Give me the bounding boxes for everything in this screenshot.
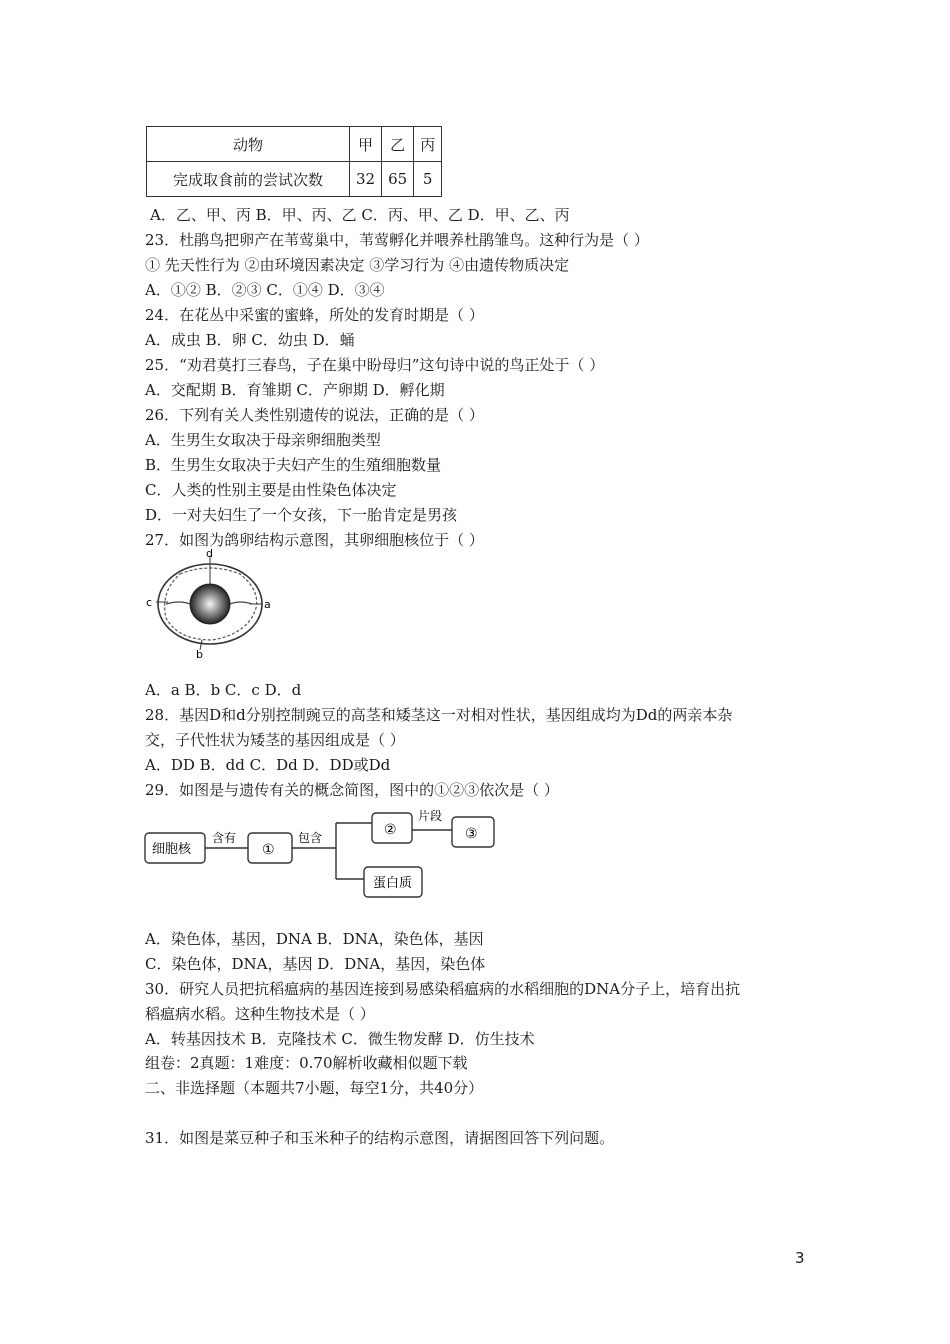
section-heading: 二、非选择题（本题共7小题，每空1分，共40分） — [145, 1079, 484, 1097]
table-cell: 65 — [382, 162, 414, 197]
animal-trial-table — [146, 126, 442, 197]
chalaza-right — [230, 602, 252, 604]
table-cell: 32 — [350, 162, 382, 197]
q22-options: A．乙、甲、丙 B．甲、丙、乙 C．丙、甲、乙 D．甲、乙、丙 — [150, 206, 570, 224]
q27-options: A．a B．b C．c D．d — [145, 681, 302, 699]
box-1-label: ① — [262, 842, 275, 858]
table-cell: 5 — [414, 162, 442, 197]
box-3-label: ③ — [465, 826, 478, 842]
table-header-cell: 甲 — [350, 127, 382, 162]
table-cell: 完成取食前的尝试次数 — [147, 162, 350, 197]
q30-stem-line1: 30．研究人员把抗稻瘟病的基因连接到易感染稻瘟病的水稻细胞的DNA分子上，培育出抗 — [145, 980, 741, 998]
q26-option-d: D．一对夫妇生了一个女孩，下一胎肯定是男孩 — [145, 506, 458, 524]
box-2-label: ② — [384, 822, 397, 838]
q24-stem: 24．在花丛中采蜜的蜜蜂，所处的发育时期是（ ） — [145, 306, 484, 324]
q25-options: A．交配期 B．育雏期 C．产卵期 D．孵化期 — [145, 381, 445, 399]
q29-options-cd: C．染色体，DNA，基因 D．DNA，基因，染色体 — [145, 955, 486, 973]
q25-stem: 25．“劝君莫打三春鸟，子在巢中盼母归”这句诗中说的鸟正处于（ ） — [145, 356, 605, 374]
q30-options: A．转基因技术 B．克隆技术 C．微生物发酵 D．仿生技术 — [145, 1030, 535, 1048]
q28-options: A．DD B．dd C．Dd D．DD或Dd — [145, 756, 391, 774]
pigeon-egg-figure — [140, 548, 280, 660]
egg-label-b: b — [196, 648, 203, 660]
table-row — [147, 127, 442, 162]
table-header-cell: 乙 — [382, 127, 414, 162]
q28-stem-line1: 28．基因D和d分别控制豌豆的高茎和矮茎这一对相对性状，基因组成均为Dd的两亲本杂 — [145, 706, 733, 724]
q29-stem: 29．如图是与遗传有关的概念简图，图中的①②③依次是（ ） — [145, 781, 559, 799]
q26-option-b: B．生男生女取决于夫妇产生的生殖细胞数量 — [145, 456, 442, 474]
table-header-cell: 动物 — [147, 127, 350, 162]
egg-label-d: d — [206, 548, 213, 560]
q31-stem: 31．如图是菜豆种子和玉米种子的结构示意图，请据图回答下列问题。 — [145, 1129, 615, 1147]
box-protein-label: 蛋白质 — [373, 876, 413, 891]
arrow-label-segment: 片段 — [418, 809, 443, 823]
q23-options: A．①② B．②③ C．①④ D．③④ — [145, 281, 385, 299]
q26-option-a: A．生男生女取决于母亲卵细胞类型 — [145, 431, 381, 449]
chalaza-left — [166, 602, 190, 604]
q23-statements: ① 先天性行为 ②由环境因素决定 ③学习行为 ④由遗传物质决定 — [145, 256, 570, 274]
egg-label-a: a — [264, 598, 271, 611]
table-row — [147, 162, 442, 197]
q30-stem-line2: 稻瘟病水稻。这种生物技术是（ ） — [145, 1005, 375, 1023]
egg-yolk — [190, 584, 230, 624]
q26-stem: 26．下列有关人类性别遗传的说法，正确的是（ ） — [145, 406, 484, 424]
egg-label-c: c — [146, 596, 153, 609]
q23-stem: 23．杜鹃鸟把卵产在苇莺巢中，苇莺孵化并喂养杜鹃雏鸟。这种行为是（ ） — [145, 231, 649, 249]
page-number: 3 — [795, 1249, 805, 1267]
box-nucleus-label: 细胞核 — [152, 842, 192, 857]
arrow-label-contains: 含有 — [212, 831, 237, 845]
genetics-concept-diagram — [140, 805, 500, 905]
arrow-label-includes: 包含 — [298, 831, 323, 845]
q28-stem-line2: 交，子代性状为矮茎的基因组成是（ ） — [145, 731, 405, 749]
table-header-cell: 丙 — [414, 127, 442, 162]
q27-stem: 27．如图为鸽卵结构示意图，其卵细胞核位于（ ） — [145, 531, 484, 549]
q29-options-ab: A．染色体，基因，DNA B．DNA，染色体，基因 — [145, 930, 484, 948]
q26-option-c: C．人类的性别主要是由性染色体决定 — [145, 481, 397, 499]
q24-options: A．成虫 B．卵 C．幼虫 D．蛹 — [145, 331, 355, 349]
question-meta: 组卷：2真题：1难度：0.70解析收藏相似题下载 — [145, 1054, 468, 1072]
